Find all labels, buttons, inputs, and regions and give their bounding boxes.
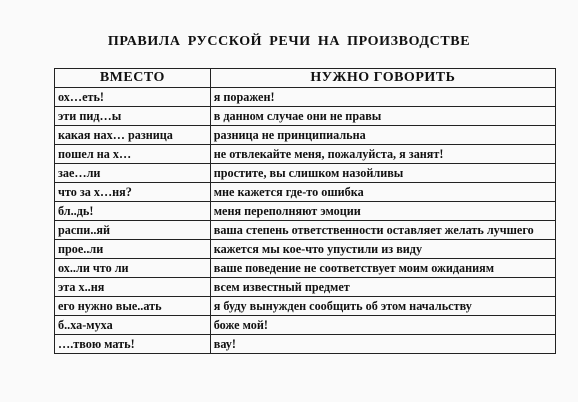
- table-row: [55, 221, 556, 240]
- table-row: [55, 202, 556, 221]
- instead-cell: ох…еть!: [55, 88, 211, 107]
- table-row: [55, 107, 556, 126]
- say-cell: боже мой!: [210, 316, 555, 335]
- instead-cell: его нужно вые..ать: [55, 297, 211, 316]
- say-cell: я буду вынужден сообщить об этом начальству: [210, 297, 555, 316]
- table-row: [55, 164, 556, 183]
- say-cell: мне кажется где-то ошибка: [210, 183, 555, 202]
- table-row: [55, 335, 556, 354]
- say-cell: вау!: [210, 335, 555, 354]
- table-row: [55, 316, 556, 335]
- table-row: [55, 183, 556, 202]
- say-cell: в данном случае они не правы: [210, 107, 555, 126]
- instead-cell: распи..яй: [55, 221, 211, 240]
- phrase-table: [54, 68, 556, 354]
- instead-cell: пошел на х…: [55, 145, 211, 164]
- instead-cell: зае…ли: [55, 164, 211, 183]
- header-instead: ВМЕСТО: [55, 69, 211, 88]
- instead-cell: эти пид…ы: [55, 107, 211, 126]
- table-row: [55, 297, 556, 316]
- say-cell: ваша степень ответственности оставляет желать лучшего: [210, 221, 555, 240]
- say-cell: не отвлекайте меня, пожалуйста, я занят!: [210, 145, 555, 164]
- say-cell: я поражен!: [210, 88, 555, 107]
- say-cell: простите, вы слишком назойливы: [210, 164, 555, 183]
- header-say: НУЖНО ГОВОРИТЬ: [210, 69, 555, 88]
- instead-cell: ….твою мать!: [55, 335, 211, 354]
- table-row: [55, 259, 556, 278]
- document-title: ПРАВИЛА РУССКОЙ РЕЧИ НА ПРОИЗВОДСТВЕ: [107, 34, 471, 49]
- table-row: [55, 126, 556, 145]
- table-row: [55, 240, 556, 259]
- instead-cell: б..ха-муха: [55, 316, 211, 335]
- instead-cell: прое..ли: [55, 240, 211, 259]
- instead-cell: что за х…ня?: [55, 183, 211, 202]
- instead-cell: ох..ли что ли: [55, 259, 211, 278]
- say-cell: разница не принципиальна: [210, 126, 555, 145]
- say-cell: всем известный предмет: [210, 278, 555, 297]
- say-cell: ваше поведение не соответствует моим ожиданиям: [210, 259, 555, 278]
- say-cell: кажется мы кое-что упустили из виду: [210, 240, 555, 259]
- table-row: [55, 278, 556, 297]
- instead-cell: какая нах… разница: [55, 126, 211, 145]
- table-row: [55, 145, 556, 164]
- say-cell: меня переполняют эмоции: [210, 202, 555, 221]
- table-header-row: [55, 69, 556, 88]
- instead-cell: бл..дь!: [55, 202, 211, 221]
- instead-cell: эта х..ня: [55, 278, 211, 297]
- table-row: [55, 88, 556, 107]
